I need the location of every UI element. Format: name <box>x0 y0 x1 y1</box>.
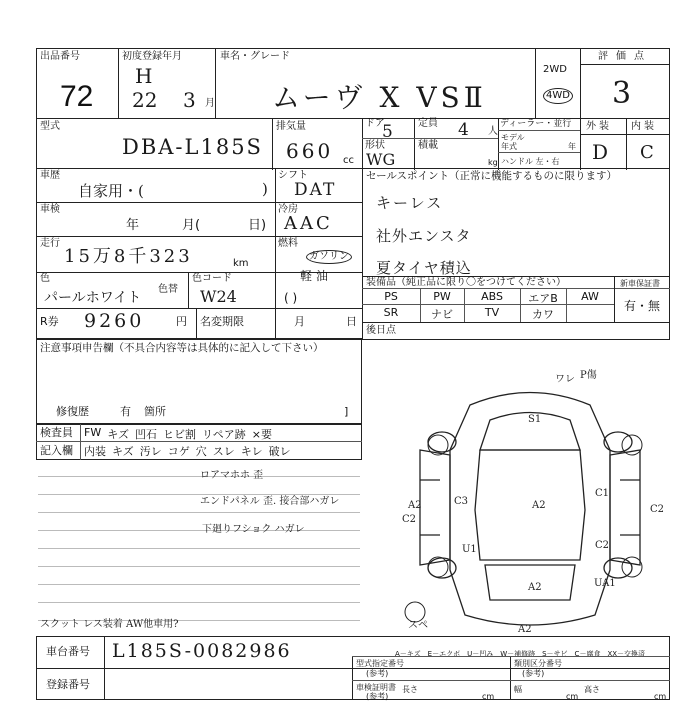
mileage-unit: km <box>233 258 249 269</box>
chassis-label: 車台番号 <box>46 645 90 658</box>
repair-label: 修復歴 <box>56 405 89 418</box>
vehicle-damage-diagram <box>380 360 680 650</box>
history-label: 車歴 <box>40 170 60 181</box>
inspection-year: 年 <box>126 218 140 233</box>
insp-required: ×要 <box>251 428 272 441</box>
doors-label: ドア <box>365 118 385 129</box>
reg-cert-unit-1: cm <box>482 692 495 701</box>
reg-cert-label: 車検証明書 <box>356 683 396 692</box>
entry-stain: 汚レ <box>139 445 162 458</box>
handwritten-note-1: ロアマホホ 歪 <box>200 470 264 481</box>
type-designation-label: 型式指定番号 <box>356 659 404 668</box>
sales-points-label: セールスポイント（正常に機能するものに限ります） <box>366 170 618 182</box>
displacement-value: 660 <box>286 139 334 163</box>
mark-spare: スペ <box>408 620 428 631</box>
displacement-unit: cc <box>343 155 354 166</box>
mark-a2-rear: A2 <box>528 582 542 593</box>
model-year-label: モデル <box>501 133 525 142</box>
model-value: DBA-L185S <box>122 135 263 159</box>
equip-ps: PS <box>384 290 398 303</box>
shift-label: シフト <box>278 170 308 181</box>
equip-aw: AW <box>581 290 599 303</box>
mark-c2-left: C2 <box>402 514 417 525</box>
entry-tear: 破レ <box>268 445 291 458</box>
mark-crack: ワレ <box>555 374 575 385</box>
capacity-label: 定員 <box>418 118 438 129</box>
handwritten-note-2: エンドパネル 歪. 接合部ハガレ <box>200 496 340 507</box>
model-year-unit: 年 <box>568 142 576 151</box>
entry-interior: 内装 <box>84 445 106 458</box>
equip-pw: PW <box>433 290 451 303</box>
repair-has: 有 <box>120 405 131 418</box>
mark-c2-right: C2 <box>650 504 665 515</box>
color-label: 色 <box>40 273 50 284</box>
class-number-label: 類別区分番号 <box>514 659 562 668</box>
mark-c3: C3 <box>454 496 469 507</box>
interior-label: 内装 <box>631 121 657 132</box>
recycle-unit: 円 <box>176 315 187 328</box>
drive-4wd: 4WD <box>543 88 573 104</box>
equip-leather: カワ <box>532 308 554 321</box>
color-code-value: W24 <box>200 287 237 306</box>
mark-a2-bottom: A2 <box>518 624 532 635</box>
fuel-other: ( ) <box>284 291 298 305</box>
history-close: ) <box>262 180 268 198</box>
load-label: 積載 <box>418 140 438 151</box>
lot-label: 出品番号 <box>40 51 80 62</box>
mark-u1: U1 <box>462 544 477 555</box>
type-designation-ref: (参考) <box>366 669 389 678</box>
reg-cert-unit-3: cm <box>654 692 667 701</box>
mileage-value: 15万8千323 <box>64 246 193 267</box>
inspection-day: 日) <box>248 218 267 233</box>
capacity-value: 4 <box>458 120 469 140</box>
inspector-label: 検査員 <box>40 426 73 439</box>
inspector-row <box>84 426 272 442</box>
equip-navi: ナビ <box>431 308 453 321</box>
dealer-label: ディーラー・並行 <box>500 119 572 129</box>
exterior-value: D <box>592 140 609 164</box>
entry-row <box>84 443 291 459</box>
mileage-label: 走行 <box>40 238 60 249</box>
sales-point-3: 夏タイヤ積込 <box>376 259 472 277</box>
drive-2wd: 2WD <box>543 64 567 75</box>
model-year-label2: 年式 <box>501 142 517 151</box>
equip-sr: SR <box>383 306 399 319</box>
equip-tv: TV <box>484 306 500 319</box>
recycle-value: 9260 <box>84 310 145 332</box>
sales-point-1: キーレス <box>376 194 444 212</box>
reg-cert-height: 高さ <box>584 685 600 694</box>
entry-scratch: キズ <box>112 445 134 458</box>
reg-label: 初度登録年月 <box>122 51 182 62</box>
inspection-label: 車検 <box>40 204 60 215</box>
lot-number: 72 <box>60 80 94 113</box>
notes-label: 注意事項申告欄（不具合内容等は具体的に記入して下さい） <box>40 342 324 354</box>
reg-month-unit: 月 <box>205 98 215 109</box>
sales-point-2: 社外エンスタ <box>376 227 472 245</box>
reg-month: 3 <box>183 88 196 112</box>
history-value: 自家用・( <box>78 182 144 200</box>
doors-value: 5 <box>382 122 393 142</box>
repair-close: ] <box>344 405 349 418</box>
entry-label: 記入欄 <box>40 444 73 457</box>
fuel-gasoline: ガソリン <box>306 250 352 264</box>
mark-s1: S1 <box>528 414 542 425</box>
exterior-label: 外装 <box>586 121 612 132</box>
equip-abs: ABS <box>481 290 503 303</box>
equip-airbag: エアB <box>528 292 558 305</box>
reg-year: 22 <box>132 88 158 112</box>
mark-a2-left: A2 <box>408 500 422 511</box>
entry-burn: コゲ <box>167 445 190 458</box>
handle-label: ハンドル 左・右 <box>501 157 560 166</box>
displacement-label: 排気量 <box>276 121 306 132</box>
entry-hole: 穴 <box>195 445 207 458</box>
mark-a2-center: A2 <box>532 500 546 511</box>
body-shape-value: WG <box>366 150 396 169</box>
interior-value: C <box>640 142 654 163</box>
shift-value: DAT <box>294 180 337 200</box>
reg-cert-ref: (参考) <box>366 692 389 701</box>
car-name-value: ムーヴ X VSⅡ <box>272 81 487 114</box>
insp-repair: リペア跡 <box>202 428 246 441</box>
aircon-value: AAC <box>284 213 333 234</box>
reg-deadline-day: 日 <box>346 315 357 328</box>
equipment-label: 装備品（純正品に限り〇をつけてください） <box>366 277 566 288</box>
reg-cert-length: 長さ <box>402 685 418 694</box>
color-change-label: 色替 <box>158 284 178 295</box>
car-name-label: 車名・グレード <box>220 51 290 62</box>
insp-crack: ヒビ割 <box>163 428 196 441</box>
handwritten-note-3: 下廻りフショク ハガレ <box>202 524 305 535</box>
mark-p-scratch: P傷 <box>580 370 597 381</box>
handwritten-note-4: スクット レス装着 AW他車用? <box>40 619 179 630</box>
chassis-value: L185S-0082986 <box>112 640 292 662</box>
aircon-label: 冷房 <box>278 204 298 215</box>
warranty-label: 新車保証書 <box>620 279 660 288</box>
score-value: 3 <box>612 76 632 111</box>
rear-seat-label: 後日点 <box>366 325 396 336</box>
class-number-ref: (参考) <box>522 669 545 678</box>
mark-c1: C1 <box>595 488 610 499</box>
fuel-light-oil: 軽油 <box>300 269 333 283</box>
entry-wear: スレ <box>212 445 235 458</box>
legend: A－キズ E－エクボ U－凹み W－補修跡 S－サビ C－腐食 XX－交換済 <box>395 650 646 658</box>
insp-scratch: キズ <box>107 428 129 441</box>
insp-chip: 凹石 <box>135 428 157 441</box>
warranty-value: 有・無 <box>624 299 661 313</box>
model-label: 型式 <box>40 121 60 132</box>
reg-cert-unit-2: cm <box>566 692 579 701</box>
capacity-unit: 人 <box>488 126 498 137</box>
score-label: 評価点 <box>598 51 652 62</box>
load-unit: kg <box>488 158 498 167</box>
color-code-label: 色コード <box>192 273 232 284</box>
insp-fw: FW <box>84 426 102 439</box>
reg-deadline-label: 名変期限 <box>200 315 244 328</box>
recycle-label: R券 <box>40 315 59 328</box>
registration-label: 登録番号 <box>46 678 90 691</box>
reg-deadline-month: 月 <box>294 315 305 328</box>
color-value: パールホワイト <box>44 290 142 306</box>
mark-c2-right2: C2 <box>595 540 610 551</box>
entry-cut: キレ <box>240 445 263 458</box>
reg-era: H <box>135 64 153 88</box>
body-shape-label: 形状 <box>365 140 385 151</box>
fuel-label: 燃料 <box>278 238 298 249</box>
reg-cert-width: 幅 <box>514 685 522 694</box>
mark-ua1: UA1 <box>594 578 616 589</box>
inspection-month: 月( <box>182 218 201 233</box>
repair-place: 箇所 <box>144 405 166 418</box>
